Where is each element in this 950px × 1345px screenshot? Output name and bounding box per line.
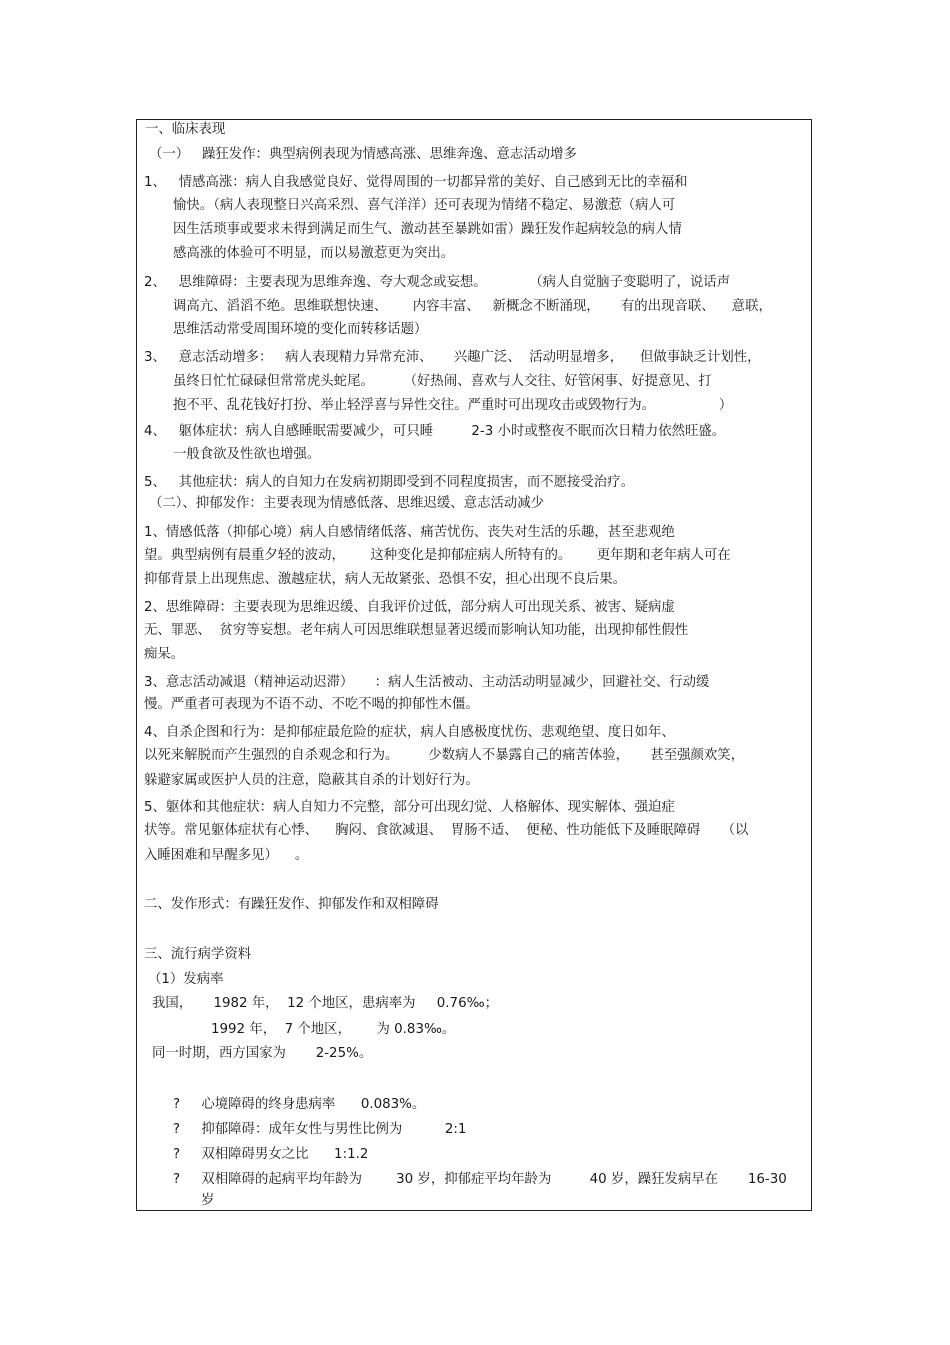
subsection-heading-depression: （二）、抑郁发作：主要表现为情感低落、思维迟缓、意志活动减少 (149, 496, 545, 511)
mania-item-4-line-2: 一般食欲及性欲也增强。 (173, 447, 321, 462)
depression-item-4-line-1: 4、自杀企图和行为：是抑郁症最危险的症状，病人自感极度忧伤、悲观绝望、度日如年、 (144, 725, 675, 740)
depression-item-5-line-2: 状等。常见躯体症状有心悸、 胸闷、食欲减退、 胃肠不适、 便秘、性功能低下及睡眠障碍 （以 (144, 823, 749, 838)
section-heading-episode-forms: 二、发作形式：有躁狂发作、抑郁发作和双相障碍 (144, 897, 439, 912)
depression-item-1-line-1: 1、情感低落（抑郁心境）病人自感情绪低落、痛苦忧伤、丧失对生活的乐趣，甚至悲观绝 (144, 525, 675, 540)
content-table-cell (136, 119, 812, 1211)
mania-item-2-line-2: 调高亢、滔滔不绝。思维联想快速、 内容丰富、 新概念不断涌现， 有的出现音联、 意联， (173, 299, 772, 314)
bullet-lifetime-prevalence: ? 心境障碍的终身患病率 0.083%。 (173, 1097, 426, 1112)
section-heading-epidemiology: 三、流行病学资料 (144, 947, 252, 962)
mania-item-3-line-2: 虽终日忙忙碌碌但常常虎头蛇尾。 （好热闹、喜欢与人交往、好管闲事、好提意见、打 (173, 374, 712, 389)
depression-item-1-line-3: 抑郁背景上出现焦虑、激越症状，病人无故紧张、恐惧不安，担心出现不良后果。 (144, 572, 627, 587)
depression-item-2-line-1: 2、思维障碍：主要表现为思维迟缓、自我评价过低，部分病人可出现关系、被害、疑病虚 (144, 600, 675, 615)
mania-item-5-line-1: 5、 其他症状：病人的自知力在发病初期即受到不同程度损害，而不愿接受治疗。 (144, 475, 634, 490)
section-heading-clinical: 一、临床表现 (145, 122, 226, 137)
incidence-china-1992: 1992 年， 7 个地区， 为 0.83‰。 (211, 1022, 456, 1037)
mania-item-3-line-1: 3、 意志活动增多： 病人表现精力异常充沛、 兴趣广泛、 活动明显增多， 但做事缺乏计划性， (144, 350, 761, 365)
depression-item-2-line-2: 无、罪恶、 贫穷等妄想。老年病人可因思维联想显著迟缓而影响认知功能，出现抑郁性假性 (144, 623, 689, 638)
depression-item-5-line-1: 5、躯体和其他症状：病人自知力不完整，部分可出现幻觉、人格解体、现实解体、强迫症 (144, 800, 675, 815)
incidence-china-1982: 我国， 1982 年， 12 个地区，患病率为 0.76‰； (152, 996, 498, 1011)
depression-item-5-line-3: 入睡困难和早醒多见） 。 (144, 848, 309, 863)
depression-item-3-line-2: 慢。严重者可表现为不语不动、不吃不喝的抑郁性木僵。 (144, 697, 479, 712)
subsection-heading-mania: （一） 躁狂发作：典型病例表现为情感高涨、思维奔逸、意志活动增多 (149, 147, 577, 162)
depression-item-4-line-3: 躲避家属或医护人员的注意，隐蔽其自杀的计划好行为。 (144, 773, 479, 788)
mania-item-1-line-1: 1、 情感高涨：病人自我感觉良好、觉得周围的一切都异常的美好、自己感到无比的幸福和 (144, 175, 688, 190)
depression-item-2-line-3: 痴呆。 (144, 647, 185, 662)
bullet-female-male-ratio: ? 抑郁障碍：成年女性与男性比例为 2:1 (173, 1122, 467, 1137)
mania-item-4-line-1: 4、 躯体症状：病人自感睡眠需要减少，可只睡 2-3 小时或整夜不眠而次日精力依然旺盛。 (144, 424, 726, 439)
depression-item-1-line-2: 望。典型病例有晨重夕轻的波动， 这种变化是抑郁症病人所特有的。 更年期和老年病人可在 (144, 548, 731, 563)
depression-item-3-line-1: 3、意志活动减退（精神运动迟滞） ：病人生活被动、主动活动明显减少，回避社交、行动缓 (144, 675, 710, 690)
bullet-onset-age-line-2: 岁 (201, 1193, 215, 1208)
mania-item-1-line-4: 感高涨的体验可不明显，而以易激惹更为突出。 (173, 246, 455, 261)
mania-item-2-line-3: 思维活动常受周围环境的变化而转移话题） (173, 322, 428, 337)
mania-item-1-line-2: 愉快。（病人表现整日兴高采烈、喜气洋洋）还可表现为情绪不稳定、易激惹（病人可 (173, 198, 676, 213)
incidence-western: 同一时期，西方国家为 2-25%。 (152, 1046, 373, 1061)
mania-item-1-line-3: 因生活琐事或要求未得到满足而生气、激动甚至暴跳如雷）躁狂发作起病较急的病人情 (173, 222, 682, 237)
mania-item-2-line-1: 2、 思维障碍：主要表现为思维奔逸、夸大观念或妄想。 （病人自觉脑子变聪明了，说话声 (144, 275, 731, 290)
incidence-heading: （1）发病率 (148, 972, 224, 987)
mania-item-3-line-3: 抱不平、乱花钱好打扮、举止轻浮喜与异性交往。严重时可出现攻击或毁物行为。 ） (173, 398, 733, 413)
depression-item-4-line-2: 以死来解脱而产生强烈的自杀观念和行为。 少数病人不暴露自己的痛苦体验， 甚至强颜欢笑， (144, 748, 745, 763)
bullet-bipolar-sex-ratio: ? 双相障碍男女之比 1:1.2 (173, 1147, 369, 1162)
bullet-onset-age-line-1: ? 双相障碍的起病平均年龄为 30 岁，抑郁症平均年龄为 40 岁，躁狂发病早在 16-30 (173, 1172, 787, 1187)
